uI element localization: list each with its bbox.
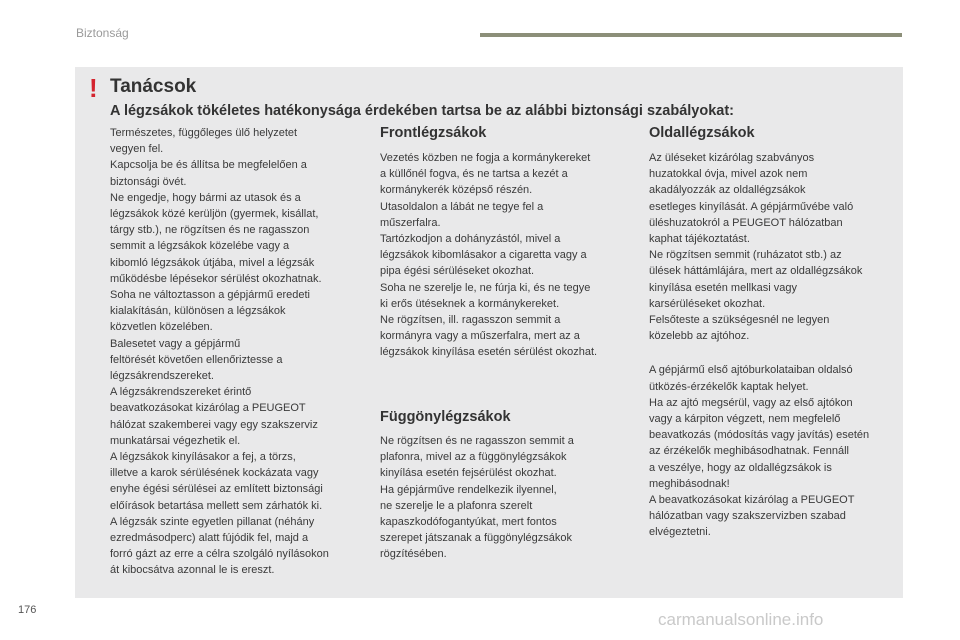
- curtain-airbags-heading: Függönylégzsákok: [380, 409, 511, 425]
- side-sensors-text: A gépjármű első ajtóburkolataiban oldalsó ütközés-érzékelők kaptak helyet. Ha az ajtó megsérül, vagy az első ajtókon vagy a kárpiton végzett, nem megfelelő beavatkozás (módosítás vagy javítás) esetén az érzékelők meghibásodhatnak. Fennáll a veszélye, hogy az oldallégzsákok is meghibásodnak! A beavatkozásokat kizárólag a PEUGEOT hálózatban vagy szakszervizben szabad elvégeztetni.: [649, 364, 870, 539]
- side-airbags-heading: Oldallégzsákok: [649, 125, 755, 141]
- watermark: carmanualsonline.info: [658, 610, 824, 629]
- front-airbags-heading: Frontlégzsákok: [380, 125, 487, 141]
- curtain-airbags-text: Ne rögzítsen és ne ragasszon semmit a plafonra, mivel az a függönylégzsákok kinyílása esetén fejsérülést okozhat. Ha gépjárműve rendelkezik ilyennel, ne szerelje le a plafonra szerelt kapaszkodófogantyúkat, mert fontos szerepet játszanak a függönylégzsákok rögzítésében.: [380, 435, 574, 561]
- header-divider: [480, 33, 902, 37]
- general-advice-text: Természetes, függőleges ülő helyzetet vegyen fel. Kapcsolja be és állítsa be megfelelően a biztonsági övét. Ne engedje, hogy bármi az utasok és a légzsákok közé kerüljön (gyermek, kisállat, tárgy stb.), ne rögzítsen és ne ragasszon semmit a légzsákok közelébe vagy a kibomló légzsákok útjába, mivel a légzsák működésbe lépésekor sérülést okozhatnak. Soha ne változtasson a gépjármű eredeti kialakításán, különösen a légzsákok közvetlen közelében. Balesetet vagy a gépjármű feltörését követően ellenőriztesse a légzsákrendszereket. A légzsákrendszereket érintő beavatkozásokat kizárólag a PEUGEOT hálózat szakemberei vagy egy szakszerviz munkatársai végezhetik el. A légzsákok kinyílásakor a fej, a törzs, illetve a karok sérülésének kockázata vagy enyhe égési sérülései az említett biztonsági előírások betartása mellett sem zárhatók ki. A légzsák szinte egyetlen pillanat (néhány ezredmásodperc) alatt fújódik fel, majd a forró gázt az erre a célra szolgáló nyílásokon át kibocsátva azonnal le is ereszt.: [110, 127, 329, 577]
- front-airbags-section: [380, 124, 635, 361]
- panel-subtitle: A légzsákok tökéletes hatékonysága érdekében tartsa be az alábbi biztonsági szabályokat:: [110, 103, 734, 119]
- panel-title: Tanácsok: [110, 76, 197, 97]
- front-airbags-text: Vezetés közben ne fogja a kormánykereket a küllőnél fogva, és ne tartsa a kezét a kormánykerék középső részén. Utasoldalon a lábát ne tegye fel a műszerfalra. Tartózkodjon a dohányzástól, mivel a légzsákok kibomlásakor a cigaretta vagy a pipa égési sérüléseket okozhat. Soha ne szerelje le, ne fúrja ki, és ne tegye ki erős ütéseknek a kormánykereket. Ne rögzítsen, ill. ragasszon semmit a kormányra vagy a műszerfalra, mert az a légzsákok kinyílása esetén sérülést okozhat.: [380, 152, 598, 359]
- warning-icon: !: [89, 73, 98, 103]
- side-airbags-text: Az üléseket kizárólag szabványos huzatokkal óvja, mivel azok nem akadályozzák az oldallégzsákok esetleges kinyílását. A gépjárművébe való üléshuzatokról a PEUGEOT hálózatban kaphat tájékoztatást. Ne rögzítsen semmit (ruházatot stb.) az ülések háttámlájára, mert az oldallégzsákok kinyílása esetén mellkasi vagy karsérüléseket okozhat. Felsőteste a szükségesnél ne legyen közelebb az ajtóhoz.: [649, 152, 863, 343]
- page-number: 176: [18, 604, 37, 616]
- curtain-airbags-section: [380, 408, 635, 563]
- general-advice-column: [110, 125, 365, 579]
- section-title: Biztonság: [76, 26, 129, 40]
- side-airbags-section: [649, 124, 904, 541]
